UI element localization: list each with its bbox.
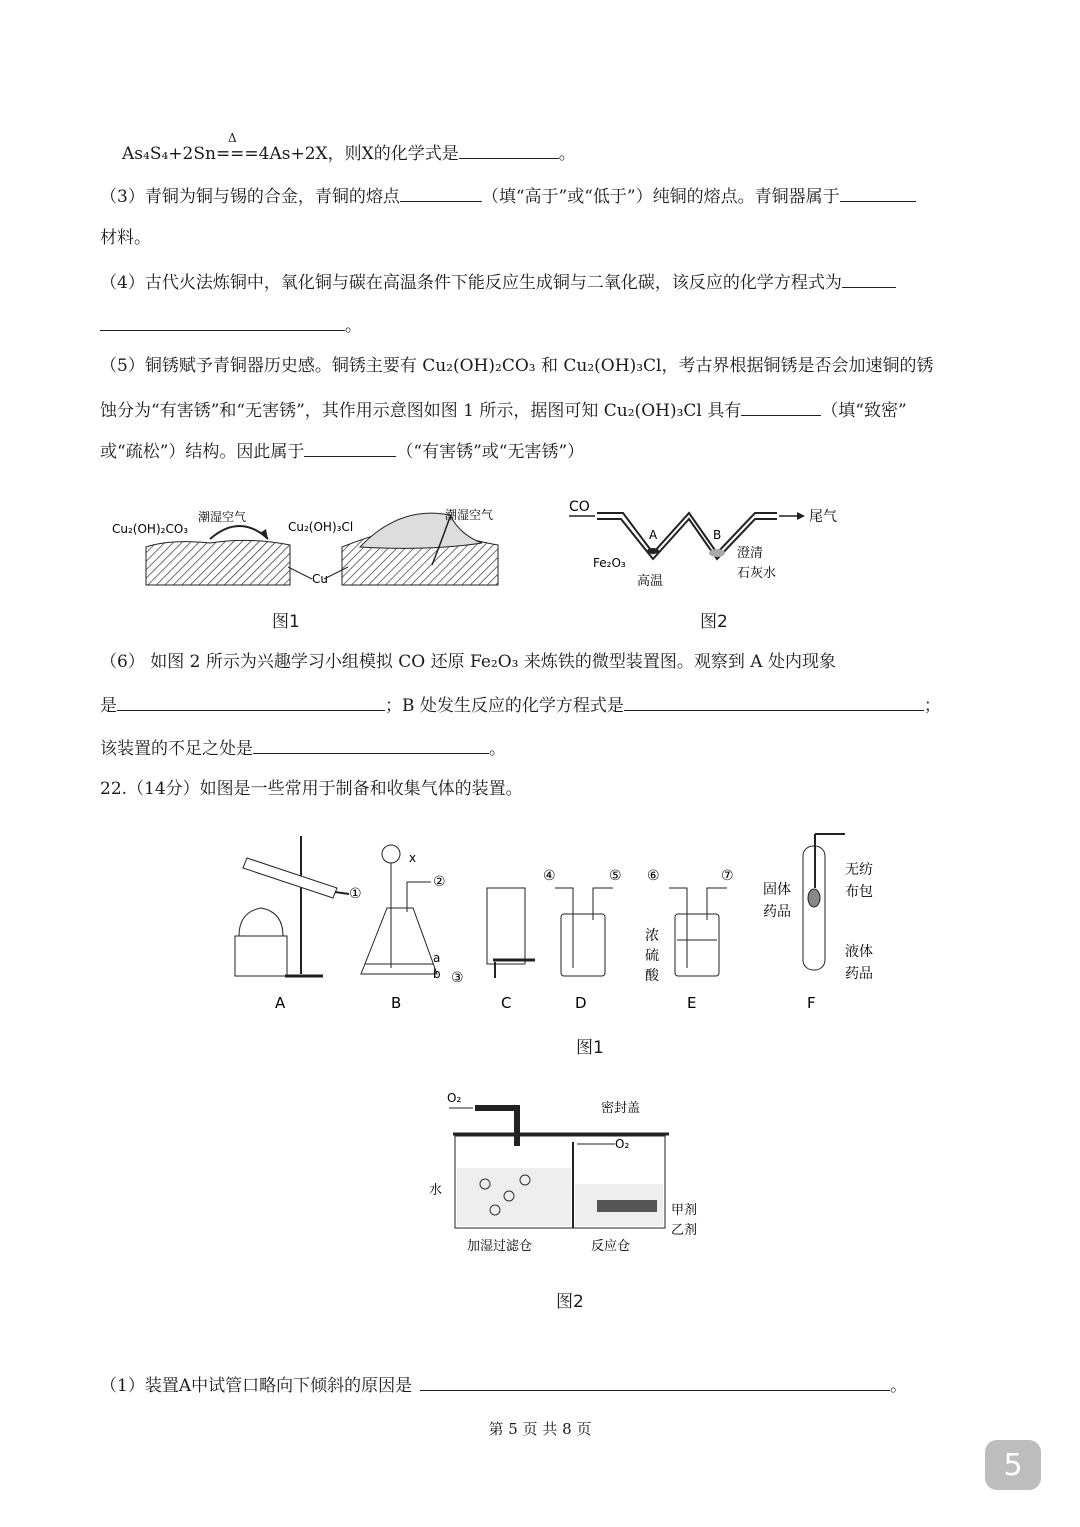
wash-bottle bbox=[675, 914, 719, 976]
q22-figure-2-oxygen-generator bbox=[425, 1088, 705, 1258]
label-a-level: a bbox=[433, 951, 441, 965]
label-agent-a: 甲剂 bbox=[671, 1203, 698, 1218]
equation-arrow: Δ === bbox=[216, 142, 259, 166]
period: 。 bbox=[345, 316, 362, 336]
q6-text-d: ； bbox=[923, 696, 941, 716]
q22-question-1 bbox=[100, 1372, 907, 1398]
label-o2-in: O₂ bbox=[615, 1137, 630, 1151]
answer-blank[interactable] bbox=[420, 1372, 890, 1391]
label-b: B bbox=[713, 528, 722, 542]
label-liquid-1: 液体 bbox=[845, 944, 873, 960]
page-footer: 第 5 页 共 8 页 bbox=[488, 1420, 592, 1438]
question-4-line-2 bbox=[100, 312, 362, 338]
q3-text-a: （3）青铜为铜与锡的合金，青铜的熔点 bbox=[100, 187, 400, 207]
q6-text-e: 该装置的不足之处是 bbox=[100, 739, 253, 759]
label-bag-1: 无纺 bbox=[845, 862, 873, 878]
label-co: CO bbox=[569, 499, 590, 515]
label-high-temp: 高温 bbox=[637, 574, 664, 589]
letter-e: E bbox=[687, 994, 697, 1012]
q5-text-e: （“有害锈”或“无害锈”） bbox=[396, 442, 585, 462]
question-6-line-2 bbox=[100, 692, 941, 718]
q3-text-c: 材料。 bbox=[100, 228, 151, 248]
answer-blank[interactable] bbox=[459, 140, 559, 159]
num-2: ② bbox=[433, 874, 446, 890]
equation-right: 4As+2X，则X的化学式是 bbox=[258, 144, 459, 164]
label-o2-out: O₂ bbox=[447, 1091, 462, 1105]
label-liquid-2: 药品 bbox=[845, 966, 873, 982]
apparatus-a bbox=[235, 836, 362, 1012]
figure-1-rust bbox=[110, 495, 510, 595]
letter-a: A bbox=[275, 994, 286, 1012]
question-5-line-1 bbox=[100, 354, 933, 378]
q4-text-a: （4）古代火法炼铜中，氧化铜与碳在高温条件下能反应生成铜与二氧化碳，该反应的化学方程式为 bbox=[100, 273, 842, 293]
answer-blank[interactable] bbox=[741, 397, 821, 416]
num-1: ① bbox=[349, 886, 362, 902]
label-tail-gas: 尾气 bbox=[809, 509, 837, 525]
pointer-line bbox=[288, 567, 312, 579]
question-6-line-3 bbox=[100, 735, 506, 761]
q5-text-d: 或“疏松”）结构。因此属于 bbox=[100, 442, 305, 462]
letter-c: C bbox=[501, 994, 512, 1012]
label-limewater: 石灰水 bbox=[737, 566, 777, 581]
apparatus-d bbox=[543, 868, 622, 1012]
cloth-bag bbox=[808, 889, 820, 907]
alcohol-lamp bbox=[239, 908, 283, 936]
period: 。 bbox=[558, 144, 576, 164]
answer-blank[interactable] bbox=[100, 312, 345, 331]
answer-blank[interactable] bbox=[117, 692, 385, 711]
label-humidifier: 加湿过滤仓 bbox=[467, 1239, 533, 1254]
funnel-bulb bbox=[382, 845, 400, 863]
apparatus-f bbox=[763, 834, 873, 1012]
label-b-level: b bbox=[433, 967, 441, 981]
label-solid-1: 固体 bbox=[763, 882, 791, 898]
num-5: ⑤ bbox=[609, 868, 622, 884]
label-bag-2: 布包 bbox=[845, 884, 873, 900]
label-solid-2: 药品 bbox=[763, 904, 791, 920]
label-x: x bbox=[409, 851, 417, 865]
equation-left: As₄S₄+2Sn bbox=[122, 144, 216, 164]
page-number-badge[interactable]: 5 bbox=[985, 1440, 1041, 1490]
num-6: ⑥ bbox=[647, 868, 660, 884]
acid-char-2: 硫 bbox=[645, 948, 659, 964]
agent-layer bbox=[597, 1200, 657, 1212]
q22-figure-1-caption: 图1 bbox=[576, 1038, 604, 1058]
figure-1-caption: 图1 bbox=[272, 612, 300, 632]
label-agent-b: 乙剂 bbox=[671, 1223, 698, 1238]
label-fe2o3: Fe₂O₃ bbox=[593, 556, 626, 570]
q5-text-c: （填“致密” bbox=[821, 401, 907, 421]
delivery-tube bbox=[335, 892, 349, 894]
letter-d: D bbox=[575, 994, 587, 1012]
equation-line bbox=[122, 131, 576, 166]
num-3: ③ bbox=[451, 970, 464, 986]
label-cu: Cu bbox=[312, 572, 328, 586]
air-arrow-left bbox=[210, 526, 268, 539]
q22-figure-2-caption: 图2 bbox=[556, 1292, 584, 1312]
q5-text-a: （5）铜锈赋予青铜器历史感。铜锈主要有 Cu₂(OH)₂CO₃ 和 Cu₂(OH)₃Cl，考古界根据铜锈是否会加速铜的锈 bbox=[100, 356, 934, 376]
label-air-right: 潮湿空气 bbox=[445, 508, 494, 522]
apparatus-e bbox=[645, 868, 734, 1012]
test-tube bbox=[243, 858, 337, 898]
label-carbonate: Cu₂(OH)₂CO₃ bbox=[112, 522, 189, 536]
q6-text-b: 是 bbox=[100, 696, 117, 716]
label-air-left: 潮湿空气 bbox=[198, 510, 247, 524]
copper-block-left bbox=[146, 540, 290, 585]
gas-bottle bbox=[561, 914, 605, 976]
arrow-head bbox=[797, 512, 805, 520]
answer-blank[interactable] bbox=[842, 269, 896, 288]
wood-block bbox=[235, 936, 287, 976]
question-3-line-2 bbox=[100, 226, 151, 250]
answer-blank[interactable] bbox=[840, 183, 916, 202]
letter-f: F bbox=[807, 994, 816, 1012]
label-chloride: Cu₂(OH)₃Cl bbox=[288, 520, 354, 534]
period: 。 bbox=[489, 739, 506, 759]
answer-blank[interactable] bbox=[253, 735, 489, 754]
figure-2-caption: 图2 bbox=[700, 612, 728, 632]
answer-blank[interactable] bbox=[304, 438, 396, 457]
question-4-line-1 bbox=[100, 269, 896, 295]
acid-char-3: 酸 bbox=[645, 968, 659, 984]
q22-figure-1-apparatus bbox=[225, 828, 875, 1018]
num-7: ⑦ bbox=[721, 868, 734, 884]
fe2o3-powder bbox=[647, 548, 659, 554]
delta-sign: Δ bbox=[227, 131, 237, 145]
q3-text-b: （填“高于”或“低于”）纯铜的熔点。青铜器属于 bbox=[481, 187, 840, 207]
question-6-line-1 bbox=[100, 650, 836, 674]
label-lid: 密封盖 bbox=[601, 1101, 641, 1116]
label-reactor: 反应仓 bbox=[591, 1239, 631, 1254]
label-water: 水 bbox=[429, 1183, 443, 1198]
q22-p1-text: （1）装置A中试管口略向下倾斜的原因是 bbox=[100, 1376, 413, 1396]
answer-blank[interactable] bbox=[624, 692, 924, 711]
q6-text-c: ；B 处发生反应的化学方程式是 bbox=[385, 696, 624, 716]
limewater bbox=[709, 549, 725, 557]
apparatus-c bbox=[451, 888, 535, 1012]
question-22-title: 22.（14分）如图是一些常用于制备和收集气体的装置。 bbox=[100, 779, 523, 799]
answer-blank[interactable] bbox=[400, 183, 482, 202]
num-4: ④ bbox=[543, 868, 556, 884]
q6-text-a: （6） 如图 2 所示为兴趣学习小组模拟 CO 还原 Fe₂O₃ 来炼铁的微型装置图。观察到 A 处内现象 bbox=[100, 652, 836, 672]
question-5-line-2 bbox=[100, 397, 907, 423]
letter-b: B bbox=[391, 994, 402, 1012]
question-5-line-3 bbox=[100, 438, 584, 464]
apparatus-b bbox=[361, 845, 446, 1012]
label-a: A bbox=[649, 528, 658, 542]
figure-2-co-device bbox=[565, 495, 855, 595]
q5-text-b: 蚀分为“有害锈”和“无害锈”，其作用示意图如图 1 所示，据图可知 Cu₂(OH)₃Cl 具有 bbox=[100, 401, 742, 421]
inverted-bottle bbox=[487, 888, 525, 964]
label-clear: 澄清 bbox=[737, 546, 764, 561]
acid-char-1: 浓 bbox=[645, 928, 659, 944]
period: 。 bbox=[890, 1376, 908, 1396]
question-3-line-1 bbox=[100, 183, 916, 209]
